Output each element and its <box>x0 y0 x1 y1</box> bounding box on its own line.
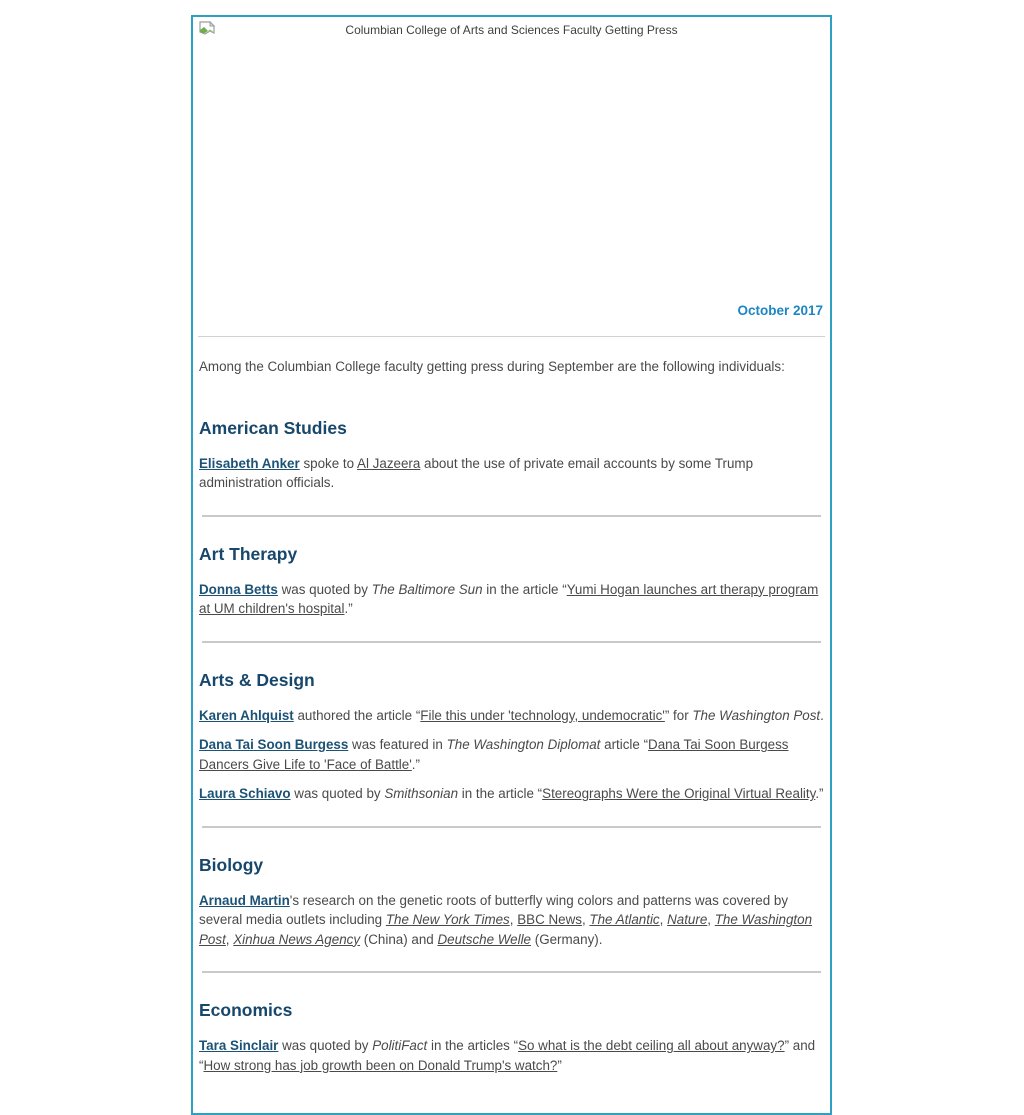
section-heading: Biology <box>199 854 264 875</box>
section-art-therapy <box>198 544 825 619</box>
section-paragraph <box>199 454 824 493</box>
issue-date: October 2017 <box>737 303 823 318</box>
section-heading: Economics <box>199 1000 293 1020</box>
text-segment: .” <box>411 756 420 772</box>
text-segment: ” for <box>664 707 693 723</box>
text-segment: article “ <box>600 737 649 752</box>
article-link[interactable]: File this under 'technology, undemocratic' <box>420 707 665 723</box>
text-segment: (Germany). <box>531 931 603 947</box>
section-american-studies <box>198 418 825 493</box>
publication-name: The Baltimore Sun <box>371 581 483 597</box>
text-segment: .” <box>815 786 824 801</box>
section-economics <box>198 1000 825 1075</box>
text-segment: , <box>659 912 668 927</box>
section-arts-design <box>198 670 825 804</box>
section-paragraph <box>199 706 824 726</box>
intro-paragraph: Among the Columbian College faculty getting press during September are the following individuals: <box>199 359 785 374</box>
text-segment: ” <box>557 1057 562 1073</box>
broken-image-icon <box>199 21 215 40</box>
banner-alt-text: Columbian College of Arts and Sciences Faculty Getting Press <box>345 23 678 37</box>
faculty-name-link[interactable]: Tara Sinclair <box>199 1038 279 1053</box>
text-segment: 's research on the genetic roots of butterfly wing colors and patterns was covered by several media outlets including <box>199 892 789 927</box>
article-link[interactable]: Al Jazeera <box>357 455 421 471</box>
text-segment: (China) and <box>360 931 438 947</box>
section-paragraph <box>199 1036 824 1075</box>
media-outlet-link[interactable]: The Washington Post <box>199 912 813 947</box>
text-segment: spoke to <box>299 455 358 471</box>
text-segment: ” and “ <box>199 1038 816 1073</box>
banner-image-area <box>198 19 825 303</box>
section-paragraph <box>199 784 824 804</box>
text-segment: was quoted by <box>277 581 372 597</box>
text-segment: in the article “ <box>458 786 543 801</box>
media-outlet-link[interactable]: The New York Times <box>385 912 510 927</box>
section-divider <box>202 515 821 517</box>
article-link[interactable]: How strong has job growth been on Donald Trump's watch? <box>203 1057 558 1073</box>
faculty-name-link[interactable]: Donna Betts <box>199 581 278 597</box>
article-link[interactable]: Stereographs Were the Original Virtual Reality <box>542 786 816 801</box>
section-divider <box>202 641 821 643</box>
section-divider <box>202 826 821 828</box>
publication-name: The Washington Diplomat <box>446 737 601 752</box>
media-outlet-link[interactable]: Nature <box>667 912 708 927</box>
section-heading: Arts & Design <box>199 669 315 690</box>
section-paragraph <box>199 891 824 950</box>
publication-name: PolitiFact <box>372 1038 428 1053</box>
faculty-name-link[interactable]: Laura Schiavo <box>199 786 291 801</box>
media-outlet-link[interactable]: Xinhua News Agency <box>233 931 361 947</box>
faculty-name-link[interactable]: Dana Tai Soon Burgess <box>199 737 349 752</box>
text-segment: in the articles “ <box>427 1038 519 1053</box>
article-link[interactable]: BBC News <box>517 912 582 927</box>
article-link[interactable]: Yumi Hogan launches art therapy program at UM children's hospital <box>199 581 819 616</box>
newsletter-container <box>191 15 832 1115</box>
text-segment: , <box>581 912 590 927</box>
text-segment: . <box>820 707 824 723</box>
media-outlet-link[interactable]: Deutsche Welle <box>437 931 532 947</box>
header-divider <box>198 336 825 337</box>
section-heading: Art Therapy <box>199 543 298 564</box>
text-segment: , <box>225 931 234 947</box>
section-paragraph <box>199 580 824 619</box>
text-segment: was quoted by <box>278 1038 373 1053</box>
text-segment: .” <box>344 601 353 616</box>
text-segment: , <box>707 912 715 927</box>
media-outlet-link[interactable]: The Atlantic <box>589 912 660 927</box>
faculty-name-link[interactable]: Elisabeth Anker <box>199 455 300 471</box>
text-segment: was featured in <box>348 737 447 752</box>
sections-container <box>198 418 825 1076</box>
section-divider <box>202 971 821 973</box>
text-segment: authored the article “ <box>293 707 421 723</box>
section-paragraph <box>199 735 824 774</box>
faculty-name-link[interactable]: Arnaud Martin <box>199 892 290 908</box>
section-heading: American Studies <box>199 417 347 438</box>
text-segment: in the article “ <box>482 581 567 597</box>
faculty-name-link[interactable]: Karen Ahlquist <box>199 707 294 723</box>
text-segment: , <box>509 912 518 927</box>
publication-name: Smithsonian <box>384 786 459 801</box>
text-segment: was quoted by <box>290 786 385 801</box>
publication-name: The Washington Post <box>692 707 821 723</box>
article-link[interactable]: Dana Tai Soon Burgess Dancers Give Life to 'Face of Battle' <box>199 737 789 772</box>
article-link[interactable]: So what is the debt ceiling all about anyway? <box>518 1038 785 1053</box>
text-segment: about the use of private email accounts by some Trump administration officials. <box>199 455 754 490</box>
section-biology <box>198 855 825 950</box>
